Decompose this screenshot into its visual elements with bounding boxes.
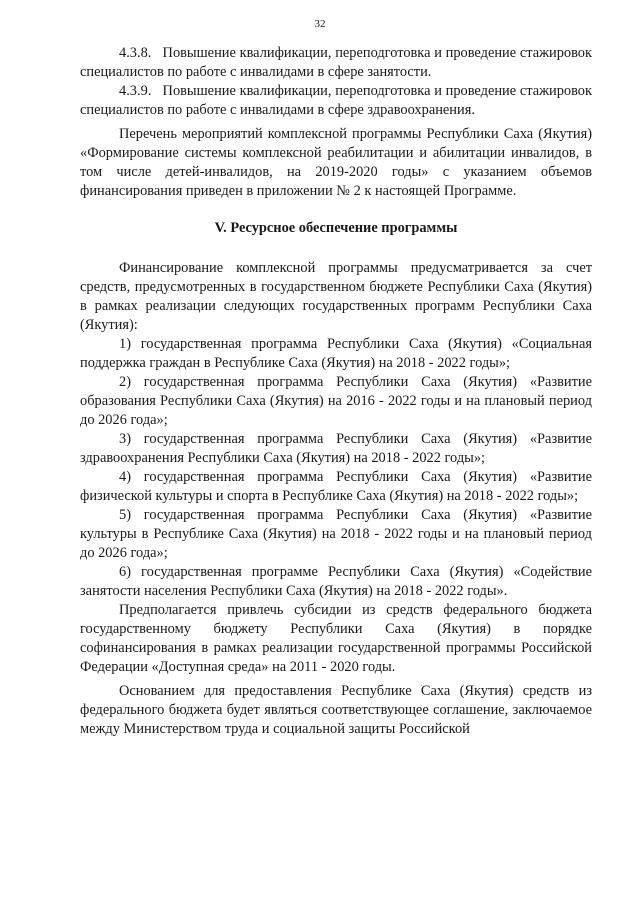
- paragraph-financing: Финансирование комплексной программы предусматривается за счет средств, предусмотренных в государственном бюджете Республики Саха (Якутия) в рамках реализации следующих государственных программ Республики Саха (Якутия):: [80, 260, 592, 333]
- list-item-program-2: 2) государственная программа Республики Саха (Якутия) «Развитие образования Республики Саха (Якутия) на 2016 - 2022 годы и на плановый период до 2026 года»;: [80, 374, 592, 428]
- list-item-program-4: 4) государственная программа Республики Саха (Якутия) «Развитие физической культуры и спорта в Республике Саха (Якутия) на 2018 - 2022 годы»;: [80, 469, 592, 504]
- document-body: [80, 44, 592, 739]
- paragraph-agreement: Основанием для предоставления Республике Саха (Якутия) средств из федерального бюджета будет являться соответствующее соглашение, заключаемое между Министерством труда и социальной защиты Российской: [80, 683, 592, 737]
- list-item-program-6: 6) государственная программе Республики Саха (Якутия) «Содействие занятости населения Республики Саха (Якутия) на 2018 - 2022 годы».: [80, 564, 592, 599]
- list-item-program-3: 3) государственная программа Республики Саха (Якутия) «Развитие здравоохранения Республики Саха (Якутия) на 2018 - 2022 годы»;: [80, 431, 592, 466]
- page-number: 32: [314, 18, 326, 30]
- list-item-program-5: 5) государственная программа Республики Саха (Якутия) «Развитие культуры в Республике Саха (Якутия) на 2018 - 2022 годы и на плановый период до 2026 года»;: [80, 507, 592, 561]
- paragraph-program-list: Перечень мероприятий комплексной программы Республики Саха (Якутия) «Формирование системы комплексной реабилитации и абилитации инвалидов, в том числе детей-инвалидов, на 2019-2020 годы» с указанием объемов финансирования приведен в приложении № 2 к настоящей Программе.: [80, 126, 592, 199]
- paragraph-subsidies: Предполагается привлечь субсидии из средств федерального бюджета государственному бюджету Республики Саха (Якутия) в порядке софинансирования в рамках реализации государственной программы Российской Федерации «Доступная среда» на 2011 - 2020 годы.: [80, 602, 592, 675]
- paragraph-4-3-9: 4.3.9. Повышение квалификации, переподготовка и проведение стажировок специалистов по работе с инвалидами в сфере здравоохранения.: [80, 83, 592, 118]
- list-item-program-1: 1) государственная программа Республики Саха (Якутия) «Социальная поддержка граждан в Республике Саха (Якутия) на 2018 - 2022 годы»;: [80, 336, 592, 371]
- section-heading: V. Ресурсное обеспечение программы: [214, 220, 458, 236]
- paragraph-4-3-8: 4.3.8. Повышение квалификации, переподготовка и проведение стажировок специалистов по работе с инвалидами в сфере занятости.: [80, 45, 592, 80]
